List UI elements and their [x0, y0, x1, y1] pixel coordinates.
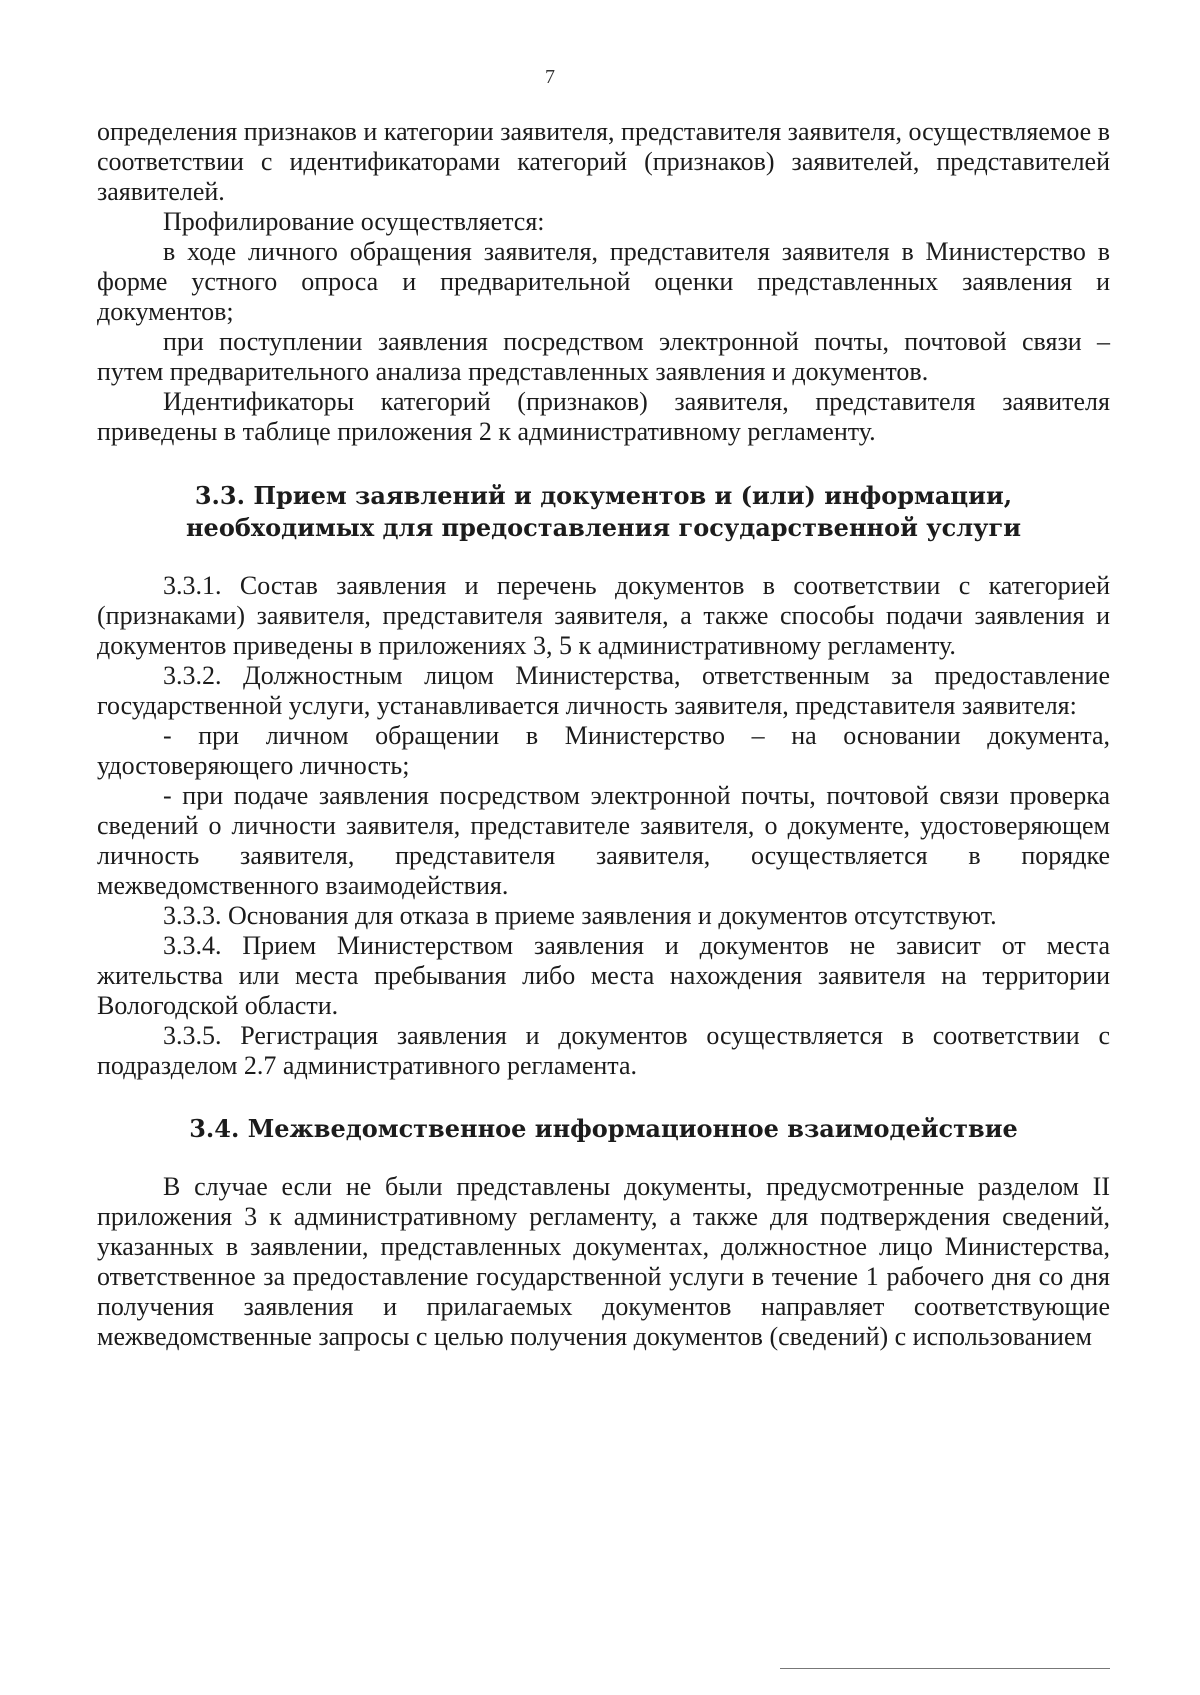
section-heading-3-4: 3.4. Межведомственное информационное взаимодействие — [189, 1114, 1018, 1143]
paragraph: в ходе личного обращения заявителя, представителя заявителя в Министерство в форме устного опроса и предварительной оценки представленных заявления и документов; — [97, 237, 1110, 326]
section-heading-3-3 — [97, 480, 1110, 544]
paragraph: 3.3.1. Состав заявления и перечень документов в соответствии с категорией (признаками) заявителя, представителя заявителя, а также способы подачи заявления и документов приведены в приложениях 3, 5 к административному регламенту. — [97, 571, 1110, 660]
paragraph: 3.3.3. Основания для отказа в приеме заявления и документов отсутствуют. — [163, 901, 997, 930]
paragraph: 3.3.2. Должностным лицом Министерства, ответственным за предоставление государственной услуги, устанавливается личность заявителя, представителя заявителя: — [97, 661, 1110, 720]
paragraph: определения признаков и категории заявителя, представителя заявителя, осуществляемое в соответствии с идентификаторами категорий (признаков) заявителей, представителей заявителей. — [97, 117, 1110, 206]
heading-line: необходимых для предоставления государственной услуги — [185, 513, 1022, 542]
paragraph: Идентификаторы категорий (признаков) заявителя, представителя заявителя приведены в таблице приложения 2 к административному регламенту. — [97, 387, 1110, 446]
list-item: - при подаче заявления посредством электронной почты, почтовой связи проверка сведений о личности заявителя, представителе заявителя, о документе, удостоверяющем личность заявителя, представителя заявителя, осуществляется в порядке межведомственного взаимодействия. — [97, 781, 1110, 900]
paragraph: В случае если не были представлены документы, предусмотренные разделом II приложения 3 к административному регламенту, а также для подтверждения сведений, указанных в заявлении, представленных документах, должностное лицо Министерства, ответственное за предоставление государственной услуги в течение 1 рабочего дня со дня получения заявления и прилагаемых документов направляет соответствующие межведомственные запросы с целью получения документов (сведений) с использованием — [97, 1172, 1110, 1351]
paragraph: при поступлении заявления посредством электронной почты, почтовой связи – путем предварительного анализа представленных заявления и документов. — [97, 327, 1110, 386]
heading-line: 3.3. Прием заявлений и документов и (или) информации, — [194, 481, 1013, 510]
paragraph: 3.3.5. Регистрация заявления и документов осуществляется в соответствии с подразделом 2.7 административного регламента. — [97, 1021, 1110, 1080]
paragraph: 3.3.4. Прием Министерством заявления и документов не зависит от места жительства или места пребывания либо места нахождения заявителя на территории Вологодской области. — [97, 931, 1110, 1020]
page-number: 7 — [545, 66, 555, 88]
footer-rule — [780, 1668, 1110, 1669]
paragraph: Профилирование осуществляется: — [163, 207, 545, 236]
list-item: - при личном обращении в Министерство – на основании документа, удостоверяющего личность; — [97, 721, 1110, 780]
page-content — [97, 117, 1110, 1352]
